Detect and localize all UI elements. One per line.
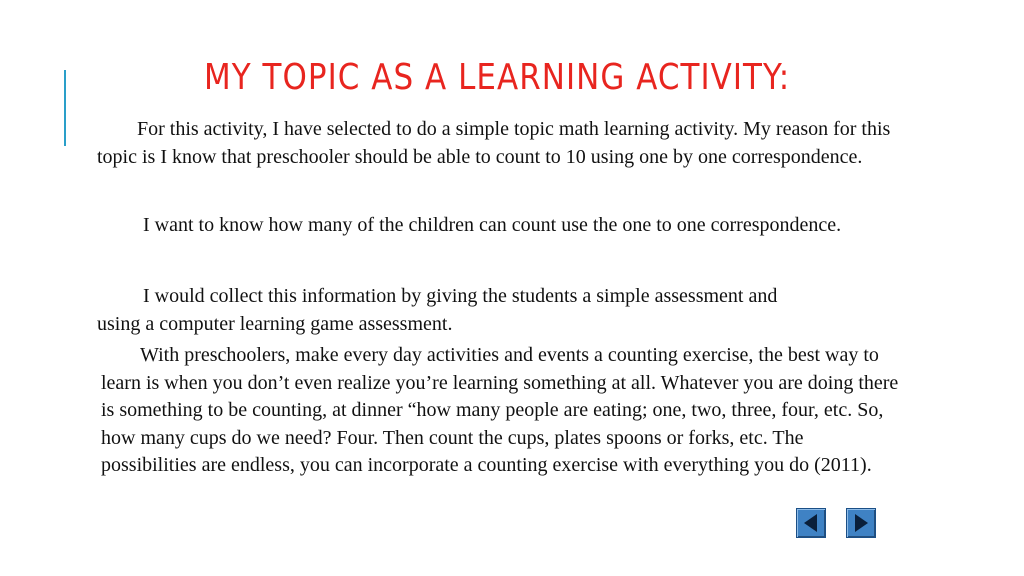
triangle-left-icon [797, 509, 825, 537]
slide-title: MY TOPIC AS A LEARNING ACTIVITY: [204, 57, 791, 98]
paragraph-method: I would collect this information by giving the students a simple assessment and using a computer learning game assessment. [97, 285, 778, 335]
triangle-right-icon [847, 509, 875, 537]
paragraph-activity: For this activity, I have selected to do a simple topic math learning activity. My reason for this topic is I know that preschooler should be able to count to 10 using one by one correspondence. [97, 118, 891, 168]
next-slide-button[interactable] [846, 508, 876, 538]
accent-bar [64, 70, 66, 146]
previous-slide-button[interactable] [796, 508, 826, 538]
paragraph-tips: With preschoolers, make every day activities and events a counting exercise, the best way to learn is when you don’t even realize you’re learning something at all. Whatever you are doing there is something to be counting, at dinner “how many people are eating; one, two, three, four, etc. So, how many cups do we need? Four. Then count the cups, plates spoons or forks, etc. The possibilities are endless, you can incorporate a counting exercise with everything you do (2011). [101, 344, 899, 476]
paragraph-goal: I want to know how many of the children can count use the one to one correspondence. [143, 214, 842, 236]
